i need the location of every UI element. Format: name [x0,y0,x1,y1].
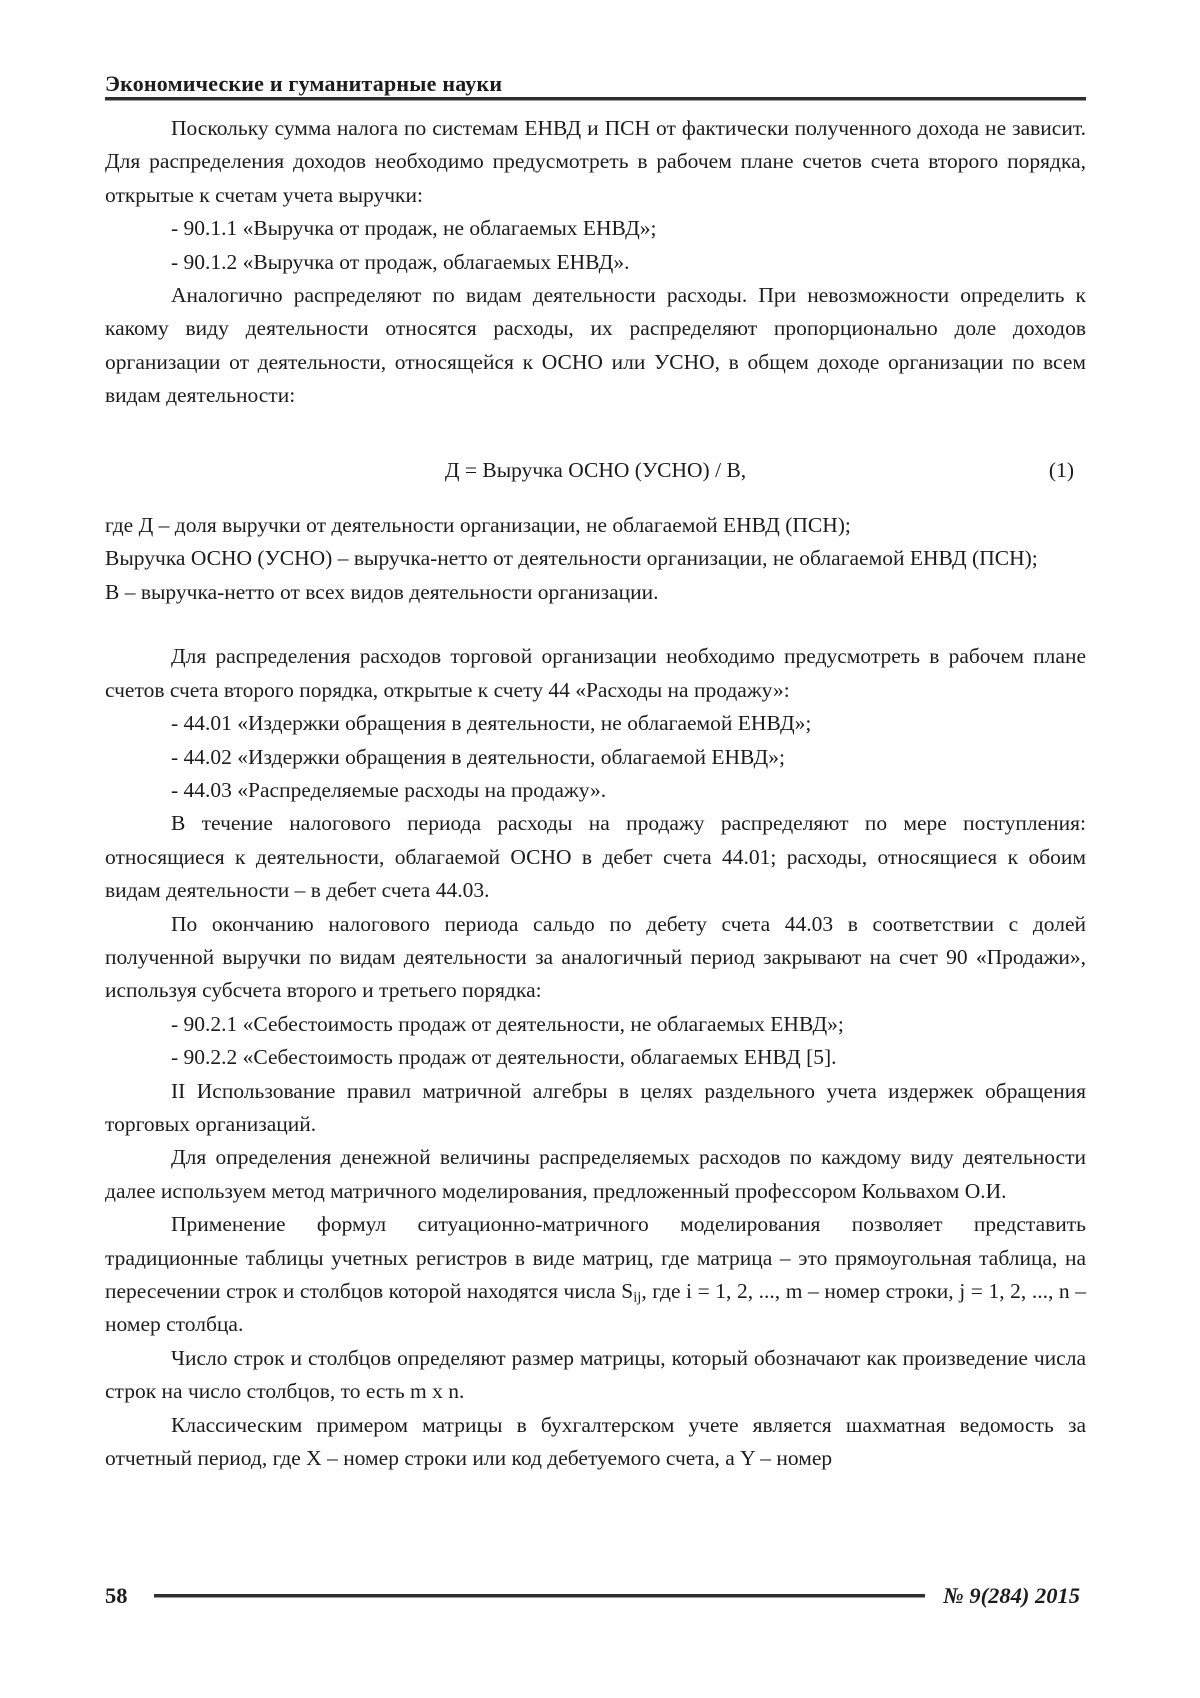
definition-d: где Д – доля выручки от деятельности организации, не облагаемой ЕНВД (ПСН); [105,513,851,538]
definition-vyruchka-osno: Выручка ОСНО (УСНО) – выручка-нетто от деятельности организации, не облагаемой ЕНВД (ПСН); [105,546,1038,571]
paragraph-matrix-definition [105,1208,1086,1342]
definition-v: В – выручка-нетто от всех видов деятельности организации. [105,579,659,604]
paragraph-period-end: По окончанию налогового периода сальдо по дебету счета 44.03 в соответствии с долей полученной выручки по видам деятельности за аналогичный период закрывают на счет 90 «Продажи», используя субсчета второго и третьего порядка: [105,911,1086,1003]
footer-rule [154,1594,926,1598]
page-number: 58 [105,1583,128,1608]
paragraph-expense-distribution: Аналогично распределяют по видам деятельности расходы. При невозможности определить к какому виду деятельности относятся расходы, их распределяют пропорционально доле доходов организации от деятельности, относящейся к ОСНО или УСНО, в общем доходе организации по всем видам деятельности: [105,283,1086,408]
paragraph-matrix-size: Число строк и столбцов определяют размер матрицы, который обозначают как произведение числа строк на число столбцов, то есть m x n. [105,1345,1086,1404]
matrix-subscript: ij [633,1289,642,1306]
running-header-title: Экономические и гуманитарные науки [105,71,503,96]
journal-issue: № 9(284) 2015 [943,1583,1080,1608]
formula-1-expression: Д = Выручка ОСНО (УСНО) / В, [444,457,747,482]
list-item-44-02: - 44.02 «Издержки обращения в деятельности, облагаемой ЕНВД»; [171,744,785,769]
list-item-90-2-1: - 90.2.1 «Себестоимость продаж от деятельности, не облагаемых ЕНВД»; [171,1011,844,1036]
page-content [105,72,1086,1475]
running-header [105,72,1086,101]
header-rule [105,97,1086,101]
paragraph-matrix-method: Для определения денежной величины распределяемых расходов по каждому виду деятельности далее используем метод матричного моделирования, предложенный профессором Кольвахом О.И. [105,1145,1086,1203]
list-item-44-01: - 44.01 «Издержки обращения в деятельности, не облагаемой ЕНВД»; [171,711,812,736]
article-body [105,112,1086,1475]
running-footer [105,1583,1080,1609]
paragraph-matrix-definition-part1: Применение формул ситуационно-матричного моделирования позволяет представить традиционные таблицы учетных регистров в виде матриц, где матрица – это прямоугольная таблица, на пересечении строк и столбцов которой находятся числа S [105,1212,1086,1303]
list-item-44-03: - 44.03 «Распределяемые расходы на продажу». [171,777,607,802]
paragraph-intro: Поскольку сумма налога по системам ЕНВД и ПСН от фактически полученного дохода не зависит. Для распределения доходов необходимо предусмотреть в рабочем плане счетов счета второго порядка, открытые к счетам учета выручки: [105,116,1086,207]
list-item-90-1-2: - 90.1.2 «Выручка от продаж, облагаемых ЕНВД». [171,249,630,274]
formula-1 [105,454,1086,487]
paragraph-account-44: Для распределения расходов торговой организации необходимо предусмотреть в рабочем плане счетов счета второго порядка, открытые к счету 44 «Расходы на продажу»: [105,644,1086,702]
paragraph-matrix-definition-part2: , где i = 1, 2, ..., m – номер строки, j = 1, 2, ..., n – номер столбца. [105,1279,1086,1337]
section-gap [105,609,1086,640]
formula-1-number: (1) [1048,457,1074,482]
list-item-90-2-2: - 90.2.2 «Себестоимость продаж от деятельности, облагаемых ЕНВД [5]. [171,1045,837,1070]
paragraph-chess-statement: Классическим примером матрицы в бухгалтерском учете является шахматная ведомость за отчетный период, где X – номер строки или код дебетуемого счета, а Y – номер [105,1412,1086,1471]
paragraph-tax-period: В течение налогового периода расходы на продажу распределяют по мере поступления: относящиеся к деятельности, облагаемой ОСНО в дебет счета 44.01; расходы, относящиеся к обоим видам деятельности – в дебет счета 44.03. [105,811,1086,903]
paragraph-section-ii: II Использование правил матричной алгебры в целях раздельного учета издержек обращения торговых организаций. [105,1078,1086,1136]
list-item-90-1-1: - 90.1.1 «Выручка от продаж, не облагаемых ЕНВД»; [171,216,657,241]
